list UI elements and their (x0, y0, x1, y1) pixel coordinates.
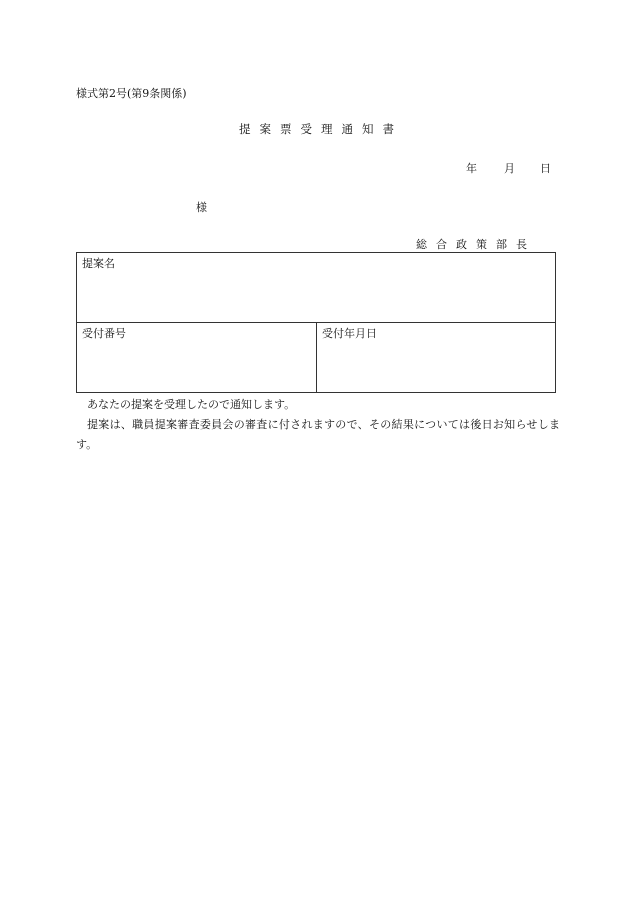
notice-paragraph-2: 提案は、職員提案審査委員会の審査に付されますので、その結果については後日お知らせします。 (76, 418, 560, 451)
form-table (76, 252, 556, 393)
date-month-label: 月 (504, 162, 515, 175)
receipt-number-label: 受付番号 (82, 327, 126, 340)
notice-body (76, 395, 560, 455)
receipt-date-cell (317, 323, 555, 392)
proposal-name-row (77, 253, 555, 323)
proposal-name-label: 提案名 (82, 257, 115, 270)
receipt-date-label: 受付年月日 (322, 327, 377, 340)
issuer-title: 総合政策部長 (416, 238, 536, 251)
notice-paragraph-1: あなたの提案を受理したので通知します。 (87, 398, 296, 411)
receipt-number-cell (77, 323, 317, 392)
form-number: 様式第2号(第9条関係) (76, 87, 187, 100)
date-day-label: 日 (540, 162, 551, 175)
receipt-row (77, 323, 555, 392)
addressee-suffix: 様 (196, 201, 207, 214)
date-year-label: 年 (466, 162, 477, 175)
document-title: 提案票受理通知書 (239, 122, 403, 136)
